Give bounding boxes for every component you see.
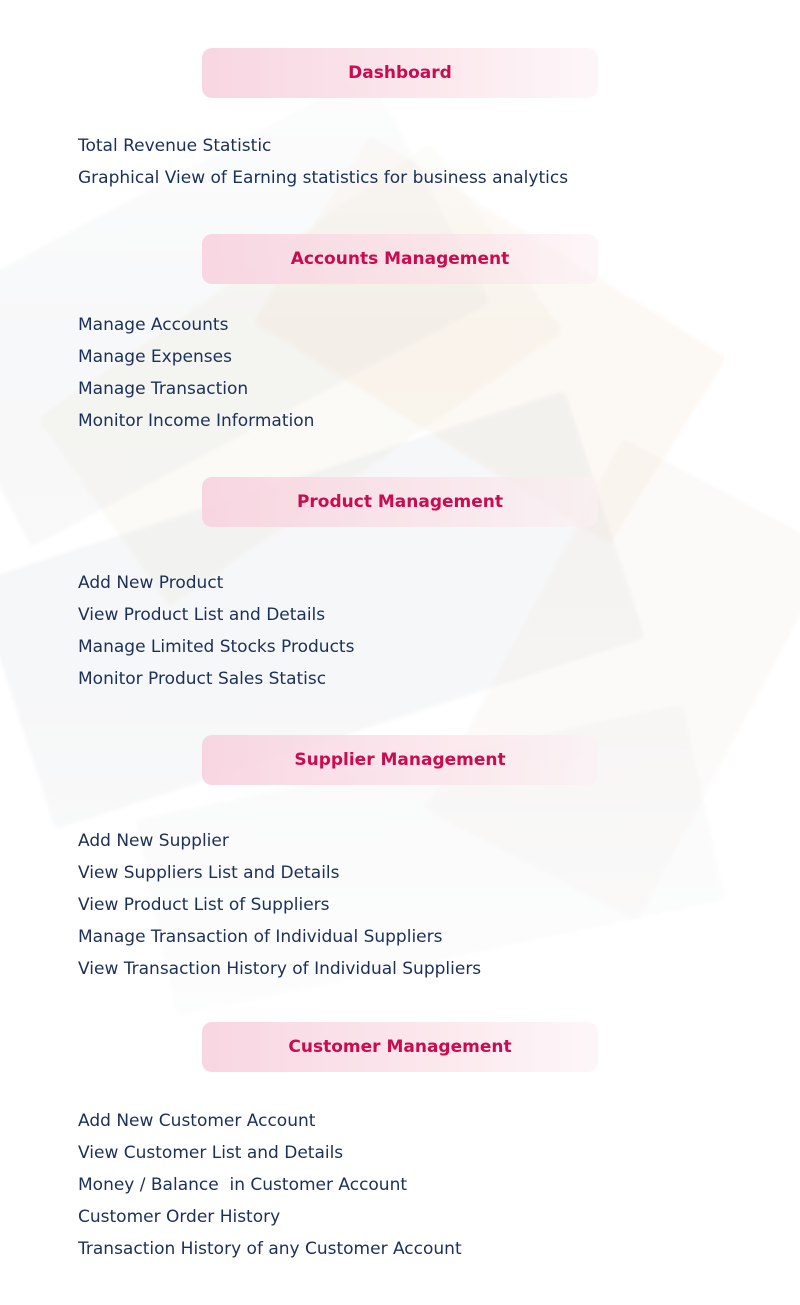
list-item: Money / Balance in Customer Account — [78, 1175, 408, 1195]
list-item: Manage Limited Stocks Products — [78, 637, 355, 657]
list-item: Monitor Product Sales Statisc — [78, 669, 327, 689]
section-items-dashboard — [78, 130, 568, 194]
list-item: View Suppliers List and Details — [78, 863, 340, 883]
section-items-product-management — [78, 567, 354, 695]
list-item: View Product List and Details — [78, 605, 326, 625]
section-title-product-management: Product Management — [202, 477, 598, 527]
list-item: Manage Expenses — [78, 347, 232, 367]
list-item: View Customer List and Details — [78, 1143, 344, 1163]
list-item: Manage Transaction — [78, 379, 249, 399]
list-item: Add New Customer Account — [78, 1111, 316, 1131]
list-item: Manage Transaction of Individual Suppliers — [78, 927, 443, 947]
list-item: Add New Supplier — [78, 831, 229, 851]
section-items-accounts-management — [78, 309, 314, 437]
list-item: Total Revenue Statistic — [78, 136, 272, 156]
section-title-supplier-management: Supplier Management — [202, 735, 598, 785]
list-item: Graphical View of Earning statistics for business analytics — [78, 168, 569, 188]
list-item: View Product List of Suppliers — [78, 895, 330, 915]
section-title-customer-management: Customer Management — [202, 1022, 598, 1072]
section-title-dashboard: Dashboard — [202, 48, 598, 98]
list-item: Transaction History of any Customer Account — [78, 1239, 462, 1259]
list-item: Add New Product — [78, 573, 224, 593]
list-item: Monitor Income Information — [78, 411, 315, 431]
section-items-supplier-management — [78, 825, 481, 985]
section-items-customer-management — [78, 1105, 462, 1265]
list-item: Manage Accounts — [78, 315, 229, 335]
list-item: View Transaction History of Individual Suppliers — [78, 959, 482, 979]
section-title-accounts-management: Accounts Management — [202, 234, 598, 284]
list-item: Customer Order History — [78, 1207, 281, 1227]
